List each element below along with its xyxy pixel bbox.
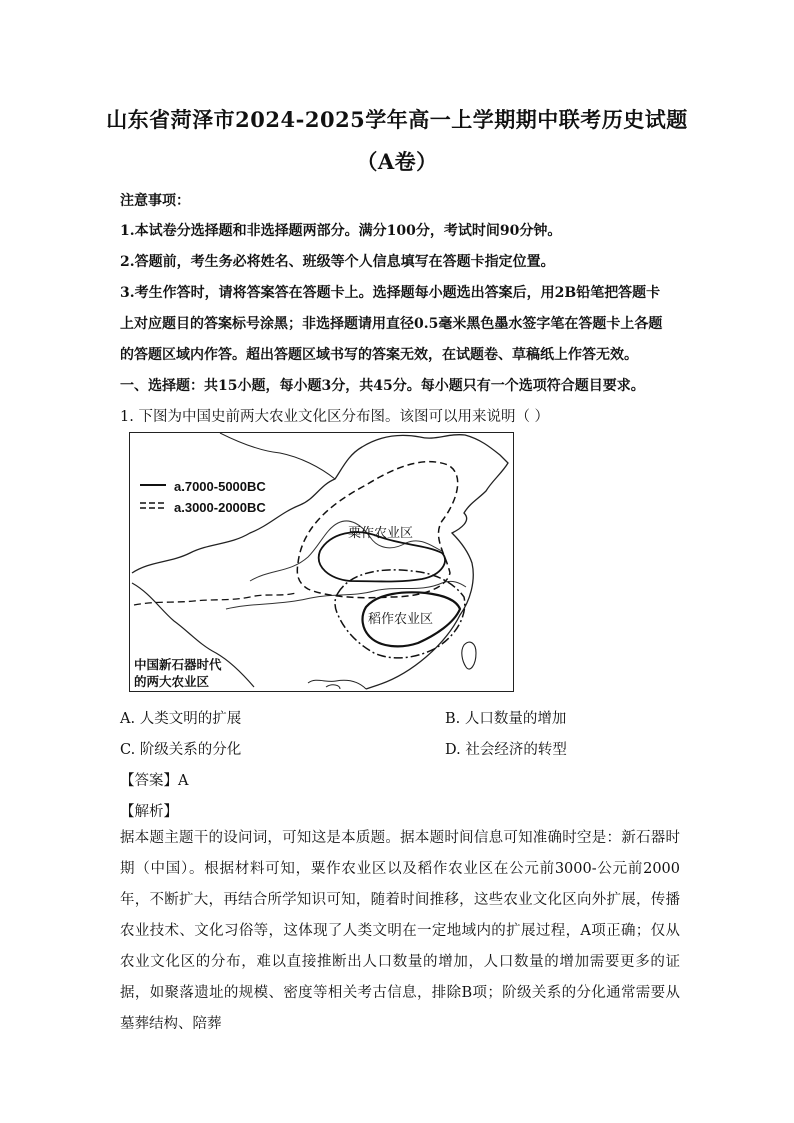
analysis-label: 【解析】	[120, 804, 178, 820]
exam-subtitle: （A卷）	[356, 149, 438, 174]
map-caption-line-2: 的两大农业区	[134, 674, 210, 689]
map-caption-line-1: 中国新石器时代	[134, 657, 222, 672]
question-1-stem: 1. 下图为中国史前两大农业文化区分布图。该图可以用来说明（ ）	[120, 409, 550, 425]
notes-item-3-line-1: 3.考生作答时，请将答案答在答题卡上。选择题每小题选出答案后，用2B铅笔把答题卡	[120, 285, 661, 301]
notes-item-3-line-3: 的答题区域内作答。超出答题区域书写的答案无效，在试题卷、草稿纸上作答无效。	[120, 347, 638, 363]
option-a: A. 人类文明的扩展	[120, 711, 242, 727]
coast-south	[308, 680, 366, 689]
option-c: C. 阶级关系的分化	[120, 742, 242, 758]
legend-dashed-label: a.3000-2000BC	[174, 500, 266, 515]
inner-border-north	[220, 433, 335, 479]
exam-title: 山东省菏泽市2024-2025学年高一上学期期中联考历史试题	[106, 107, 688, 132]
agriculture-map-svg	[130, 433, 512, 690]
agriculture-map	[129, 432, 514, 692]
legend-solid-label: a.7000-5000BC	[174, 479, 266, 494]
notes-item-1: 1.本试卷分选择题和非选择题两部分。满分100分，考试时间90分钟。	[120, 223, 562, 239]
rice-region-label: 稻作农业区	[368, 612, 434, 627]
analysis-text: 据本题主题干的设问词，可知这是本质题。据本题时间信息可知准确时空是：新石器时期（中国）。根据材料可知，粟作农业区以及稻作农业区在公元前3000-公元前2000年，不断扩大，再结合所学知识可知，随着时间推移，这些农业文化区向外扩展，传播农业技术、文化习俗等，这体现了人类文明在一定地域内的扩展过程，A项正确；仅从农业文化区的分布，难以直接推断出人口数量的增加，人口数量的增加需要更多的证据，如聚落遗址的规模、密度等相关考古信息，排除B项；阶级关系的分化通常需要从墓葬结构、陪葬	[120, 830, 680, 1032]
notes-item-2: 2.答题前，考生务必将姓名、班级等个人信息填写在答题卡指定位置。	[120, 254, 555, 270]
taiwan-island	[462, 642, 476, 669]
river-yangtze	[226, 581, 466, 609]
notes-heading: 注意事项：	[120, 193, 190, 209]
river-yellow	[250, 521, 442, 581]
notes-item-3-line-2: 上对应题目的答案标号涂黑；非选择题请用直径0.5毫米黑色墨水签字笔在答题卡上各题	[120, 316, 663, 332]
option-d: D. 社会经济的转型	[445, 742, 567, 758]
answer-label: 【答案】A	[120, 773, 189, 789]
section-heading: 一、选择题：共15小题，每小题3分，共45分。每小题只有一个选项符合题目要求。	[120, 378, 645, 394]
millet-region-label: 粟作农业区	[348, 526, 414, 541]
hainan-island	[326, 685, 340, 689]
option-b: B. 人口数量的增加	[445, 711, 567, 727]
